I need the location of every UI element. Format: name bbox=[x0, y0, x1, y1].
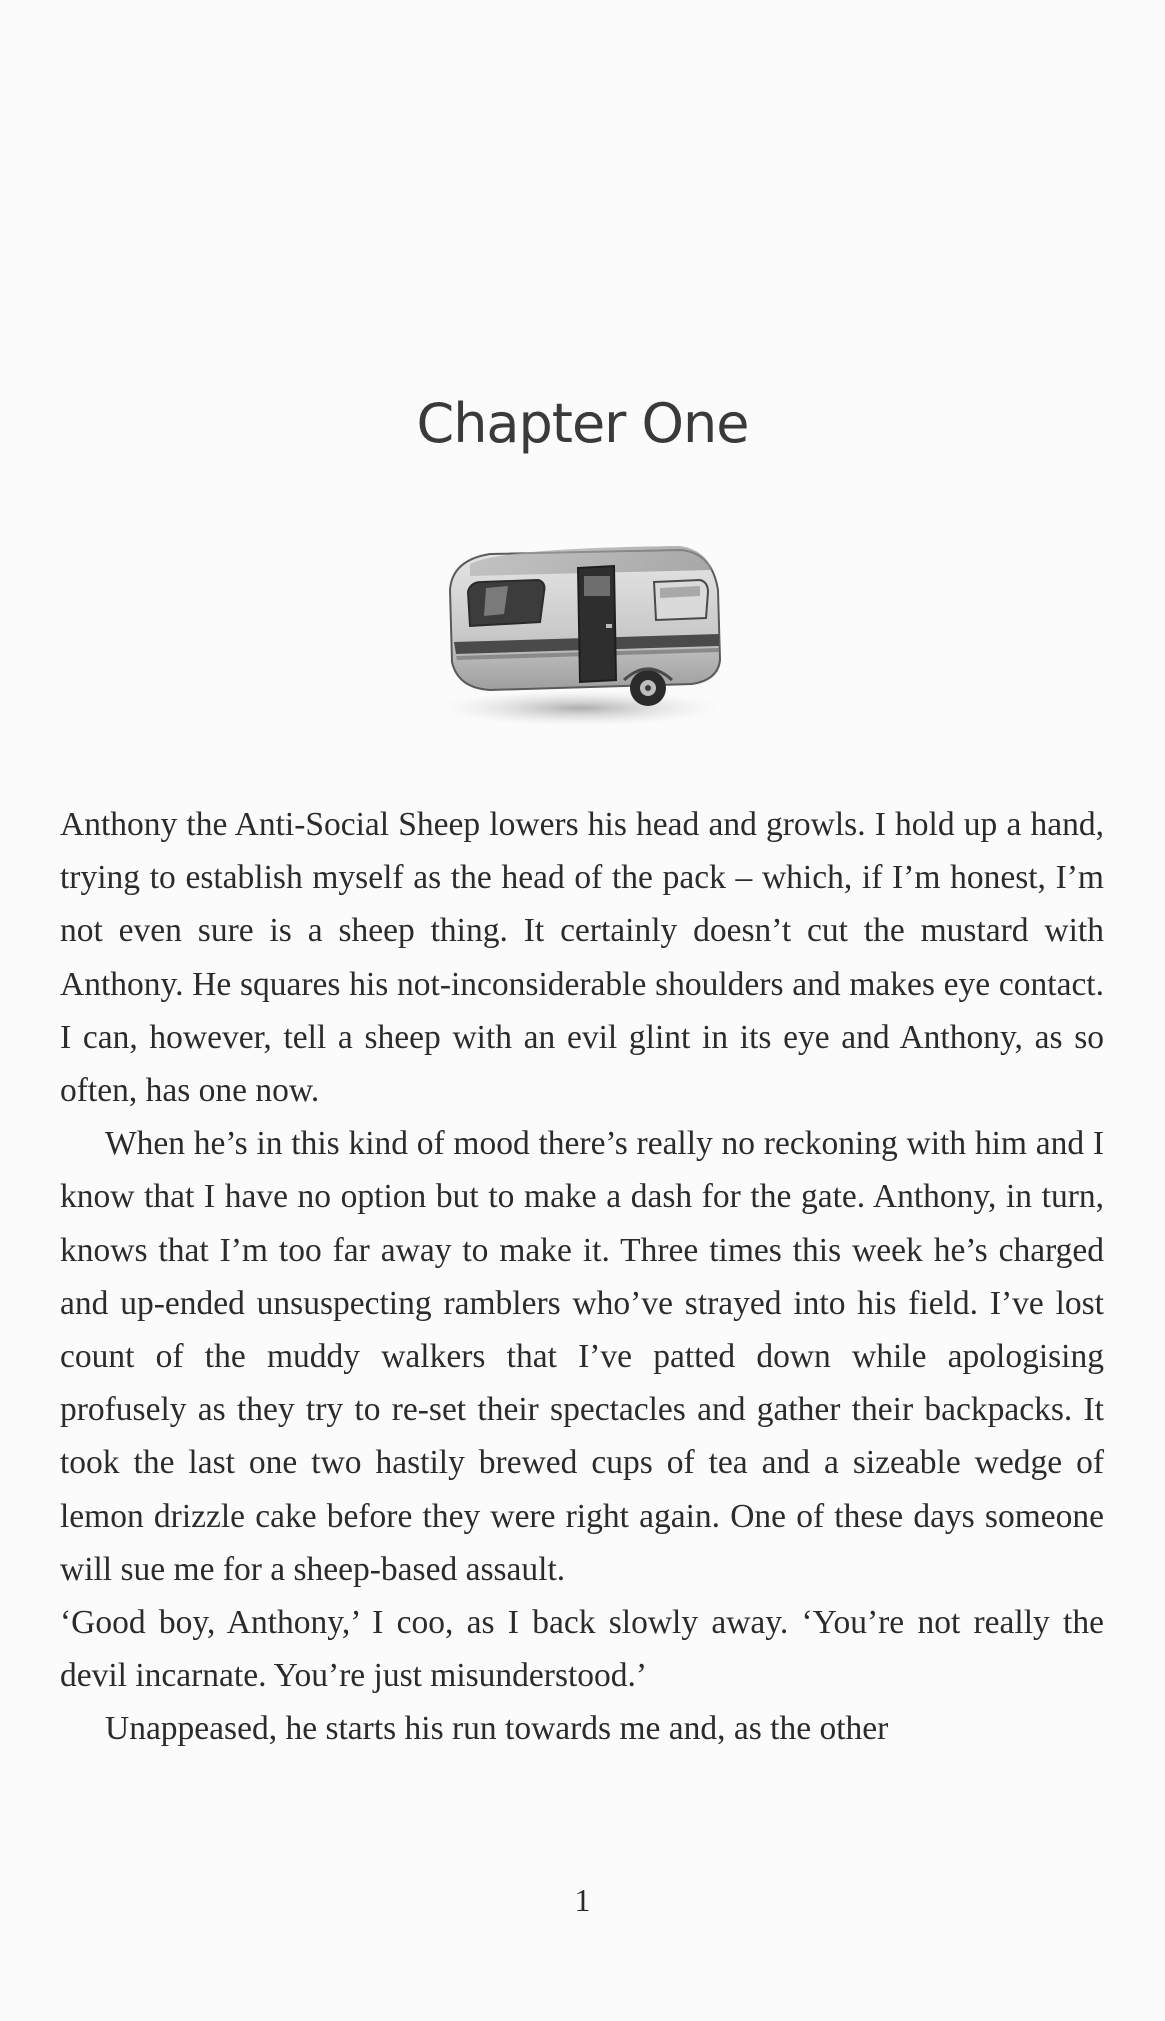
page-number: 1 bbox=[574, 1882, 591, 1918]
caravan-illustration bbox=[430, 530, 735, 730]
paragraph-2: When he’s in this kind of mood there’s really no reckoning with him and I know that I have no option but to make a dash for the gate. Anthony, in turn, knows that I’m too far away to make it. Three times this week he’s charged and up-ended unsuspecting ramblers who’ve strayed into his field. I’ve lost count of the muddy walkers that I’ve patted down while apologising profusely as they try to re-set their spectacles and gather their backpacks. It took the last one two hastily brewed cups of tea and a sizeable wedge of lemon drizzle cake before they were right again. One of these days someone will sue me for a sheep-based assault. bbox=[60, 1125, 1104, 1588]
chapter-body bbox=[60, 798, 1104, 1756]
paragraph-1: Anthony the Anti-Social Sheep lowers his head and growls. I hold up a hand, trying to establish myself as the head of the pack – which, if I’m honest, I’m not even sure is a sheep thing. It certainly doesn’t cut the mustard with Anthony. He squares his not-inconsiderable shoulders and makes eye contact. I can, however, tell a sheep with an evil glint in its eye and Anthony, as so often, has one now. bbox=[60, 806, 1104, 1110]
chapter-title: Chapter One bbox=[416, 392, 749, 455]
paragraph-3: ‘Good boy, Anthony,’ I coo, as I back slowly away. ‘You’re not really the devil incarnate. You’re just misunderstood.’ bbox=[60, 1604, 1104, 1695]
paragraph-4: Unappeased, he starts his run towards me and, as the other bbox=[105, 1710, 889, 1748]
